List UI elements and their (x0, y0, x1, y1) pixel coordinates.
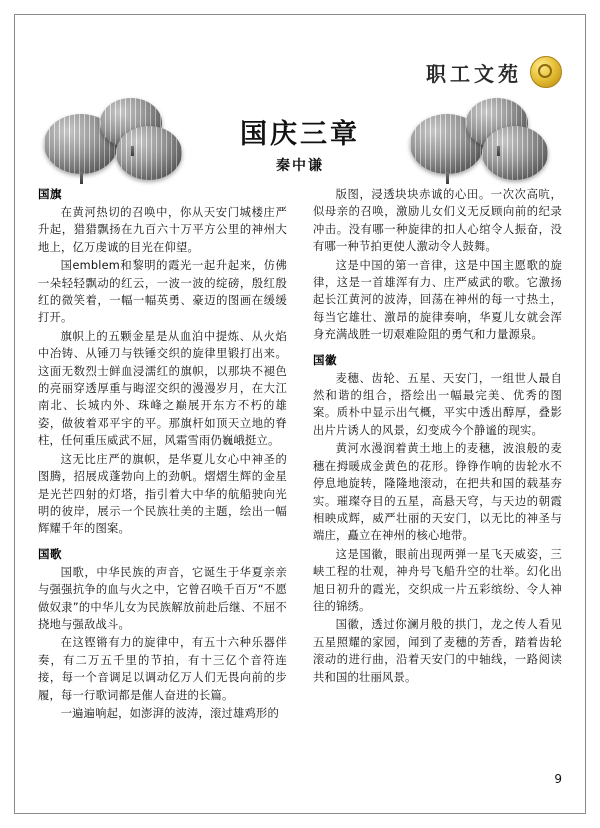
section-heading: 国歌 (38, 546, 62, 561)
body-paragraph: 在黄河热切的召唤中，你从天安门城楼庄严升起，猎猎飘扬在九百六十万平方公里的神州大地上，亿万虔诚的目光在仰望。 (38, 206, 287, 254)
body-paragraph: 国徽，透过你澜月般的拱门，龙之传人看见五星照耀的家园，闻到了麦穗的芳香，踏着齿轮滚动的进行曲，沿着天安门的中轴线，一路阅读共和国的壮丽风景。 (313, 618, 562, 684)
section-heading: 国徽 (313, 352, 337, 367)
masthead (426, 56, 562, 88)
circular-emblem-icon (530, 56, 562, 88)
author-name: 秦中谦 (276, 158, 324, 174)
article-column-right (313, 186, 562, 723)
body-paragraph: 一遍遍响起，如澎湃的波涛，滚过雄鸡形的 (60, 706, 280, 720)
section-heading: 国旗 (38, 187, 62, 201)
article-body (38, 186, 562, 723)
body-paragraph: 这是中国的第一音律，这是中国主愿歌的旋律，这是一首雄浑有力、庄严威武的歌。它激扬起长江黄河的波涛，回荡在神州的每一寸热土，每当它雄壮、激昂的旋律奏响，华夏儿女就会浑身充满战胜一切艰难险阻的勇气和力量源泉。 (313, 258, 562, 342)
body-paragraph: 这是国徽，眼前出现两弹一星飞天威姿，三峡工程的壮观，神舟号飞船升空的壮举。幻化出旭日初升的霞光，交织成一片五彩缤纷、令人神往的锦绣。 (313, 547, 562, 613)
body-paragraph: 这无比庄严的旗帜，是华夏儿女心中神圣的图腾，招展成蓬勃向上的劲帆。熠熠生辉的金星是光芒四射的灯塔，指引着大中华的航船驶向光明的彼岸，展示一个民族壮美的主题，绘出一幅辉耀千年的图案。 (38, 452, 287, 536)
body-paragraph: 黄河水漫润着黄土地上的麦穗，波浪般的麦穗在拇暖成金黄色的花形。铮铮作响的齿轮水不停息地旋转，隆隆地滚动，在把共和国的载基夯实。璀璨夺目的五星，高悬天穹，与天边的朝霞相映成辉，威严壮丽的天安门，以无比的神圣与端庄，矗立在神州的核心地带。 (313, 442, 562, 543)
body-paragraph: 版图，浸透块块赤诚的心田。一次次高吭，似母亲的召唤，激励儿女们义无反顾向前的纪录冲击。没有哪一种旋律的扣人心绾令人振奋，没有哪一种节拍更使人激动令人鼓舞。 (313, 188, 562, 254)
article-column-left (38, 186, 287, 723)
masthead-label: 职工文苑 (426, 61, 522, 86)
body-paragraph: 国歌，中华民族的声音，它诞生于华夏亲亲与强强抗争的血与火之中，它曾召唤千百万“不愿做奴隶”的中华儿女为民族解放前赴后继、不屈不挠地与强敌战斗。 (38, 565, 287, 631)
section-spacer (38, 539, 287, 546)
section-spacer (313, 345, 562, 352)
page-title: 国庆三章 (240, 119, 360, 150)
body-paragraph: 旗帜上的五颗金星是从血泊中提炼、从火焰中冶铸、从锤刀与铁锤交织的旋律里锻打出来。这面无数烈士鲜血浸濡红的旗帜，以那块不褪色的亮丽穿透厚重与晦涩交织的漫漫岁月，在大江南北、长城内外、珠峰之巅展开东方不朽的雄姿，做彼着邓平宇的平。那旗杆如顶天立地的脊柱，任何重压威武不屈，风霜雪雨仍巍峨挺立。 (38, 329, 287, 448)
body-paragraph: 国emblem和黎明的霞光一起升起来，仿佛一朵轻轻飘动的红云，一波一波的绽磅，殷红殷红的微笑着，一幅一幅英勇、豪迈的图画在缓缓打开。 (38, 259, 287, 325)
body-paragraph: 在这铿锵有力的旋律中，有五十六种乐器伴奏，有二万五千里的节拍，有十三亿个音符连接，每一个音调足以调动亿万人们无畏向前的步履，每一行歌词都是催人奋进的长篇。 (38, 636, 287, 702)
body-paragraph: 麦穗、齿轮、五星、天安门，一组世人最自然和谐的组合，搭绘出一幅最完美、优秀的图案。质朴中显示出气概，平实中透出醇厚，叠影出片片诱人的风景，幻变成今个静谧的现实。 (313, 371, 562, 437)
page-number: 9 (554, 772, 562, 786)
